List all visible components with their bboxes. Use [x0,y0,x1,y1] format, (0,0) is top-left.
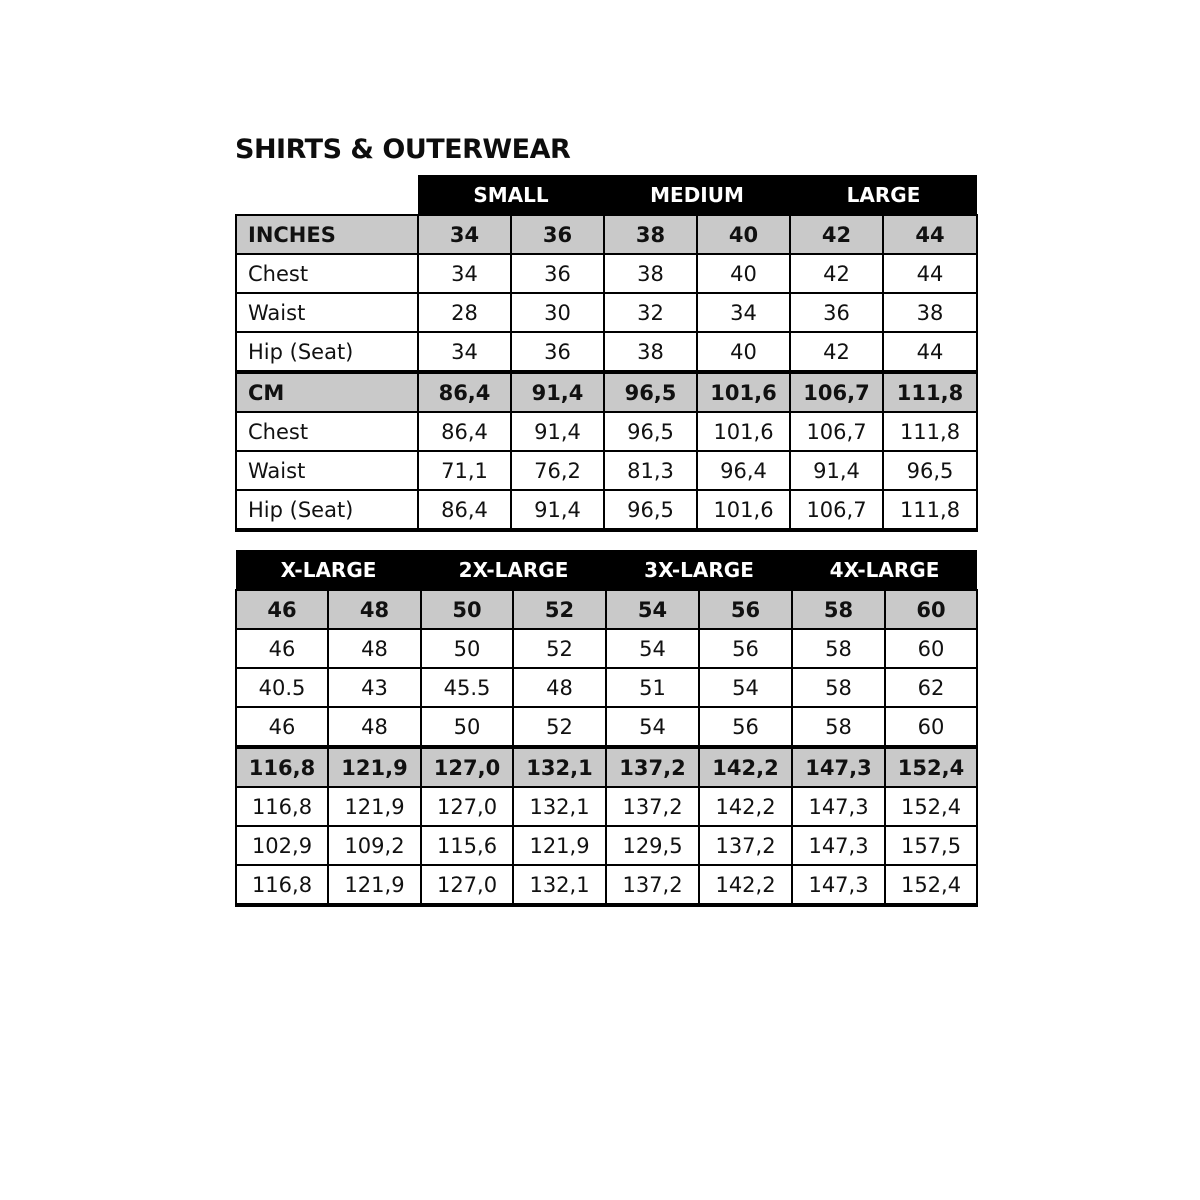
measurement-cell: 109,2 [328,826,421,865]
measurement-cell: 147,3 [792,787,885,826]
measurement-cell: 48 [328,707,421,747]
measurement-cell: 137,2 [699,826,792,865]
measurement-cell: 54 [606,629,699,668]
measurement-cell: 91,4 [790,451,883,490]
measurement-row [236,707,977,747]
size-group-header: 2X-LARGE [421,550,606,590]
measurement-cell: 157,5 [885,826,977,865]
measurement-cell: 76,2 [511,451,604,490]
measurement-cell: 62 [885,668,977,707]
measurement-cell: 38 [883,293,977,332]
header-blank-cell [236,175,418,215]
unit-header-row [236,215,977,254]
measurement-label: Hip (Seat) [236,490,418,530]
size-value-cell: 48 [328,590,421,629]
measurement-cell: 132,1 [513,787,606,826]
measurement-cell: 91,4 [511,412,604,451]
measurement-cell: 56 [699,707,792,747]
measurement-cell: 51 [606,668,699,707]
measurement-cell: 46 [236,629,328,668]
size-value-cell: 56 [699,590,792,629]
size-value-cell: 60 [885,590,977,629]
measurement-row [236,826,977,865]
unit-header-row [236,747,977,787]
size-group-header: MEDIUM [604,175,790,215]
measurement-cell: 129,5 [606,826,699,865]
size-group-header-row [236,550,977,590]
size-value-cell: 116,8 [236,747,328,787]
measurement-row [236,332,977,372]
measurement-row [236,668,977,707]
measurement-cell: 121,9 [513,826,606,865]
size-value-cell: 86,4 [418,372,511,412]
size-value-cell: 50 [421,590,513,629]
size-group-header-row [236,175,977,215]
measurement-cell: 96,5 [883,451,977,490]
measurement-cell: 34 [697,293,790,332]
measurement-cell: 28 [418,293,511,332]
measurement-cell: 147,3 [792,826,885,865]
measurement-cell: 86,4 [418,412,511,451]
measurement-label: Hip (Seat) [236,332,418,372]
size-value-cell: 44 [883,215,977,254]
size-group-header: LARGE [790,175,977,215]
measurement-cell: 127,0 [421,787,513,826]
measurement-cell: 34 [418,332,511,372]
measurement-cell: 52 [513,707,606,747]
measurement-cell: 142,2 [699,787,792,826]
size-value-cell: 58 [792,590,885,629]
measurement-cell: 40 [697,332,790,372]
measurement-cell: 101,6 [697,412,790,451]
measurement-cell: 106,7 [790,490,883,530]
measurement-label: Waist [236,451,418,490]
size-table-body [236,215,977,530]
unit-header-row [236,590,977,629]
unit-label: INCHES [236,215,418,254]
size-group-header: 3X-LARGE [606,550,792,590]
unit-label: CM [236,372,418,412]
measurement-cell: 36 [511,332,604,372]
measurement-cell: 40.5 [236,668,328,707]
size-group-header: X-LARGE [236,550,421,590]
measurement-cell: 71,1 [418,451,511,490]
measurement-cell: 102,9 [236,826,328,865]
measurement-cell: 96,4 [697,451,790,490]
unit-header-row [236,372,977,412]
measurement-cell: 147,3 [792,865,885,905]
size-value-cell: 96,5 [604,372,697,412]
measurement-cell: 137,2 [606,787,699,826]
size-value-cell: 52 [513,590,606,629]
measurement-cell: 50 [421,707,513,747]
measurement-cell: 34 [418,254,511,293]
measurement-cell: 132,1 [513,865,606,905]
measurement-cell: 48 [513,668,606,707]
size-group-header: SMALL [418,175,604,215]
measurement-cell: 38 [604,254,697,293]
measurement-label: Chest [236,412,418,451]
measurement-cell: 38 [604,332,697,372]
measurement-row [236,254,977,293]
size-value-cell: 152,4 [885,747,977,787]
size-value-cell: 142,2 [699,747,792,787]
measurement-cell: 54 [699,668,792,707]
measurement-cell: 86,4 [418,490,511,530]
measurement-cell: 58 [792,668,885,707]
measurement-cell: 137,2 [606,865,699,905]
measurement-cell: 50 [421,629,513,668]
measurement-cell: 152,4 [885,787,977,826]
measurement-cell: 44 [883,332,977,372]
size-value-cell: 91,4 [511,372,604,412]
measurement-cell: 32 [604,293,697,332]
measurement-cell: 111,8 [883,412,977,451]
size-value-cell: 106,7 [790,372,883,412]
measurement-label: Waist [236,293,418,332]
measurement-cell: 121,9 [328,787,421,826]
measurement-cell: 40 [697,254,790,293]
measurement-cell: 48 [328,629,421,668]
measurement-row [236,490,977,530]
measurement-cell: 116,8 [236,787,328,826]
measurement-cell: 43 [328,668,421,707]
size-table-small-to-large [235,175,978,532]
size-value-cell: 137,2 [606,747,699,787]
measurement-cell: 30 [511,293,604,332]
size-value-cell: 111,8 [883,372,977,412]
size-value-cell: 42 [790,215,883,254]
measurement-cell: 142,2 [699,865,792,905]
measurement-cell: 152,4 [885,865,977,905]
measurement-cell: 58 [792,707,885,747]
size-value-cell: 121,9 [328,747,421,787]
measurement-cell: 127,0 [421,865,513,905]
measurement-cell: 121,9 [328,865,421,905]
measurement-cell: 96,5 [604,490,697,530]
size-value-cell: 46 [236,590,328,629]
measurement-cell: 44 [883,254,977,293]
measurement-cell: 96,5 [604,412,697,451]
measurement-label: Chest [236,254,418,293]
measurement-cell: 52 [513,629,606,668]
measurement-cell: 116,8 [236,865,328,905]
size-table-xl-to-4xl [235,550,978,907]
page-title: SHIRTS & OUTERWEAR [235,134,571,165]
measurement-cell: 58 [792,629,885,668]
measurement-cell: 91,4 [511,490,604,530]
size-table-body [236,590,977,905]
measurement-row [236,293,977,332]
size-value-cell: 127,0 [421,747,513,787]
size-value-cell: 36 [511,215,604,254]
measurement-cell: 56 [699,629,792,668]
size-value-cell: 101,6 [697,372,790,412]
measurement-cell: 101,6 [697,490,790,530]
measurement-cell: 36 [511,254,604,293]
size-value-cell: 147,3 [792,747,885,787]
measurement-cell: 115,6 [421,826,513,865]
measurement-row [236,412,977,451]
measurement-cell: 36 [790,293,883,332]
measurement-row [236,629,977,668]
measurement-cell: 46 [236,707,328,747]
measurement-row [236,451,977,490]
size-group-header: 4X-LARGE [792,550,977,590]
measurement-row [236,865,977,905]
size-value-cell: 132,1 [513,747,606,787]
measurement-cell: 45.5 [421,668,513,707]
measurement-cell: 111,8 [883,490,977,530]
measurement-cell: 60 [885,707,977,747]
size-value-cell: 34 [418,215,511,254]
measurement-cell: 42 [790,254,883,293]
measurement-cell: 42 [790,332,883,372]
measurement-cell: 81,3 [604,451,697,490]
size-value-cell: 54 [606,590,699,629]
size-value-cell: 40 [697,215,790,254]
measurement-cell: 60 [885,629,977,668]
measurement-cell: 106,7 [790,412,883,451]
measurement-row [236,787,977,826]
measurement-cell: 54 [606,707,699,747]
size-value-cell: 38 [604,215,697,254]
